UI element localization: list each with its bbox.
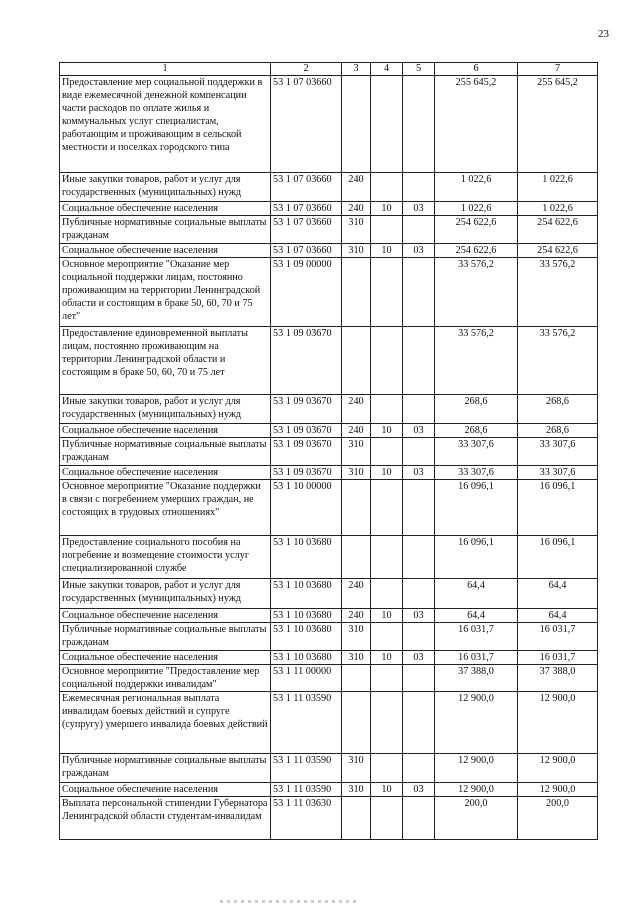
row-subsection-cell	[403, 536, 435, 579]
row-code-cell: 53 1 10 00000	[271, 480, 342, 536]
table-row	[60, 216, 598, 244]
row-section-cell	[371, 754, 403, 783]
row-name-cell: Ежемесячная региональная выплата инвалидам боевых действий и супруге (супругу) умершего инвалида боевых действий	[60, 692, 271, 754]
row-code-cell: 53 1 09 03670	[271, 327, 342, 395]
row-amount-cell: 64,4	[435, 609, 518, 623]
row-code-cell: 53 1 10 03680	[271, 609, 342, 623]
row-subsection-cell	[403, 480, 435, 536]
row-expense-type-cell: 240	[342, 395, 371, 424]
row-expense-type-cell: 240	[342, 424, 371, 438]
table-row	[60, 783, 598, 797]
table-row	[60, 327, 598, 395]
row-amount-cell: 33 576,2	[518, 258, 598, 327]
row-subsection-cell	[403, 665, 435, 692]
row-expense-type-cell	[342, 692, 371, 754]
table-row	[60, 692, 598, 754]
row-amount-cell: 1 022,6	[518, 202, 598, 216]
row-code-cell: 53 1 09 03670	[271, 438, 342, 466]
row-expense-type-cell: 310	[342, 466, 371, 480]
row-code-cell: 53 1 07 03660	[271, 202, 342, 216]
row-name-cell: Выплата персональной стипендии Губернатора Ленинградской области студентам-инвалидам	[60, 797, 271, 840]
row-subsection-cell: 03	[403, 424, 435, 438]
row-expense-type-cell: 240	[342, 173, 371, 202]
column-header: 5	[403, 63, 435, 76]
table-row	[60, 536, 598, 579]
row-subsection-cell	[403, 173, 435, 202]
row-expense-type-cell	[342, 480, 371, 536]
row-section-cell	[371, 623, 403, 651]
row-name-cell: Предоставление мер социальной поддержки в виде ежемесячной денежной компенсации части расходов по оплате жилья и коммунальных услуг специалистам, работающим и проживающим в сельской местности и поселках городского типа	[60, 76, 271, 173]
row-subsection-cell	[403, 327, 435, 395]
row-amount-cell: 37 388,0	[435, 665, 518, 692]
row-amount-cell: 16 096,1	[435, 480, 518, 536]
row-name-cell: Основное мероприятие "Предоставление мер социальной поддержки инвалидам"	[60, 665, 271, 692]
row-amount-cell: 37 388,0	[518, 665, 598, 692]
row-amount-cell: 16 031,7	[435, 623, 518, 651]
row-code-cell: 53 1 09 03670	[271, 466, 342, 480]
row-subsection-cell: 03	[403, 244, 435, 258]
table-row	[60, 623, 598, 651]
row-amount-cell: 1 022,6	[435, 202, 518, 216]
row-name-cell: Публичные нормативные социальные выплаты гражданам	[60, 216, 271, 244]
row-subsection-cell: 03	[403, 651, 435, 665]
row-name-cell: Публичные нормативные социальные выплаты гражданам	[60, 623, 271, 651]
row-amount-cell: 64,4	[435, 579, 518, 609]
row-amount-cell: 12 900,0	[518, 754, 598, 783]
row-section-cell	[371, 173, 403, 202]
table-row	[60, 173, 598, 202]
row-code-cell: 53 1 10 03680	[271, 651, 342, 665]
row-expense-type-cell: 310	[342, 244, 371, 258]
row-amount-cell: 33 307,6	[518, 466, 598, 480]
row-name-cell: Социальное обеспечение населения	[60, 244, 271, 258]
row-expense-type-cell: 240	[342, 579, 371, 609]
row-section-cell	[371, 258, 403, 327]
row-subsection-cell	[403, 623, 435, 651]
row-subsection-cell	[403, 216, 435, 244]
row-expense-type-cell: 310	[342, 754, 371, 783]
table-row	[60, 424, 598, 438]
row-section-cell: 10	[371, 202, 403, 216]
column-header: 7	[518, 63, 598, 76]
row-expense-type-cell: 310	[342, 623, 371, 651]
row-amount-cell: 16 031,7	[518, 651, 598, 665]
column-header: 6	[435, 63, 518, 76]
row-amount-cell: 255 645,2	[518, 76, 598, 173]
row-name-cell: Социальное обеспечение населения	[60, 424, 271, 438]
table-row	[60, 651, 598, 665]
row-amount-cell: 254 622,6	[435, 216, 518, 244]
row-name-cell: Социальное обеспечение населения	[60, 202, 271, 216]
row-expense-type-cell: 240	[342, 609, 371, 623]
row-code-cell: 53 1 07 03660	[271, 76, 342, 173]
row-section-cell: 10	[371, 651, 403, 665]
row-code-cell: 53 1 11 03630	[271, 797, 342, 840]
row-section-cell	[371, 797, 403, 840]
row-amount-cell: 12 900,0	[435, 783, 518, 797]
row-section-cell	[371, 216, 403, 244]
row-amount-cell: 268,6	[435, 424, 518, 438]
row-subsection-cell: 03	[403, 202, 435, 216]
row-name-cell: Основное мероприятие "Оказание поддержки в связи с погребением умерших граждан, не состоящих в трудовых отношениях"	[60, 480, 271, 536]
row-code-cell: 53 1 09 00000	[271, 258, 342, 327]
table-row	[60, 258, 598, 327]
row-amount-cell: 254 622,6	[518, 244, 598, 258]
row-expense-type-cell	[342, 665, 371, 692]
row-amount-cell: 1 022,6	[518, 173, 598, 202]
row-section-cell: 10	[371, 244, 403, 258]
row-expense-type-cell	[342, 327, 371, 395]
row-section-cell	[371, 536, 403, 579]
row-code-cell: 53 1 10 03680	[271, 536, 342, 579]
row-amount-cell: 16 096,1	[435, 536, 518, 579]
row-section-cell	[371, 76, 403, 173]
table-row	[60, 76, 598, 173]
table-row	[60, 609, 598, 623]
column-header: 1	[60, 63, 271, 76]
row-amount-cell: 33 576,2	[435, 258, 518, 327]
row-amount-cell: 254 622,6	[435, 244, 518, 258]
row-amount-cell: 254 622,6	[518, 216, 598, 244]
row-section-cell	[371, 327, 403, 395]
table-row	[60, 395, 598, 424]
row-expense-type-cell: 310	[342, 783, 371, 797]
row-section-cell: 10	[371, 609, 403, 623]
row-subsection-cell: 03	[403, 609, 435, 623]
column-header: 3	[342, 63, 371, 76]
row-amount-cell: 33 307,6	[435, 466, 518, 480]
row-section-cell	[371, 480, 403, 536]
row-section-cell: 10	[371, 424, 403, 438]
row-code-cell: 53 1 11 03590	[271, 754, 342, 783]
row-expense-type-cell: 240	[342, 202, 371, 216]
row-amount-cell: 12 900,0	[518, 692, 598, 754]
page-number: 23	[598, 28, 609, 40]
row-section-cell	[371, 665, 403, 692]
row-expense-type-cell: 310	[342, 651, 371, 665]
row-name-cell: Иные закупки товаров, работ и услуг для государственных (муниципальных) нужд	[60, 579, 271, 609]
row-name-cell: Социальное обеспечение населения	[60, 651, 271, 665]
row-name-cell: Публичные нормативные социальные выплаты гражданам	[60, 754, 271, 783]
table-row	[60, 438, 598, 466]
row-section-cell: 10	[371, 783, 403, 797]
row-amount-cell: 268,6	[518, 395, 598, 424]
column-header: 4	[371, 63, 403, 76]
row-section-cell	[371, 579, 403, 609]
table-row	[60, 797, 598, 840]
header-row	[60, 63, 598, 76]
row-code-cell: 53 1 07 03660	[271, 244, 342, 258]
row-amount-cell: 16 096,1	[518, 480, 598, 536]
table-row	[60, 202, 598, 216]
row-subsection-cell	[403, 754, 435, 783]
row-amount-cell: 33 576,2	[435, 327, 518, 395]
row-expense-type-cell: 310	[342, 216, 371, 244]
row-subsection-cell: 03	[403, 466, 435, 480]
row-code-cell: 53 1 07 03660	[271, 216, 342, 244]
row-amount-cell: 33 307,6	[518, 438, 598, 466]
table-row	[60, 244, 598, 258]
row-code-cell: 53 1 10 03680	[271, 579, 342, 609]
row-section-cell	[371, 438, 403, 466]
row-expense-type-cell	[342, 797, 371, 840]
row-expense-type-cell	[342, 76, 371, 173]
row-subsection-cell	[403, 438, 435, 466]
table-row	[60, 665, 598, 692]
row-amount-cell: 16 096,1	[518, 536, 598, 579]
table-row	[60, 579, 598, 609]
row-expense-type-cell: 310	[342, 438, 371, 466]
row-amount-cell: 64,4	[518, 609, 598, 623]
row-amount-cell: 268,6	[435, 395, 518, 424]
row-amount-cell: 12 900,0	[435, 754, 518, 783]
row-amount-cell: 268,6	[518, 424, 598, 438]
row-amount-cell: 1 022,6	[435, 173, 518, 202]
row-name-cell: Предоставление единовременной выплаты лицам, постоянно проживающим на территории Ленинградской области и состоящим в браке 50, 60, 70 и 75 лет	[60, 327, 271, 395]
row-subsection-cell	[403, 692, 435, 754]
row-amount-cell: 12 900,0	[435, 692, 518, 754]
row-amount-cell: 33 576,2	[518, 327, 598, 395]
row-amount-cell: 16 031,7	[518, 623, 598, 651]
row-subsection-cell: 03	[403, 783, 435, 797]
row-expense-type-cell	[342, 536, 371, 579]
column-header: 2	[271, 63, 342, 76]
row-subsection-cell	[403, 797, 435, 840]
row-name-cell: Основное мероприятие "Оказание мер социальной поддержки лицам, постоянно проживающим на территории Ленинградской области и состоящим в браке 50, 60, 70 и 75 лет"	[60, 258, 271, 327]
row-subsection-cell	[403, 395, 435, 424]
scan-artifact	[220, 900, 360, 903]
row-code-cell: 53 1 09 03670	[271, 424, 342, 438]
row-name-cell: Иные закупки товаров, работ и услуг для государственных (муниципальных) нужд	[60, 173, 271, 202]
row-name-cell: Публичные нормативные социальные выплаты гражданам	[60, 438, 271, 466]
budget-table	[59, 62, 598, 840]
row-name-cell: Социальное обеспечение населения	[60, 466, 271, 480]
row-code-cell: 53 1 11 03590	[271, 783, 342, 797]
row-amount-cell: 33 307,6	[435, 438, 518, 466]
row-amount-cell: 200,0	[435, 797, 518, 840]
row-subsection-cell	[403, 579, 435, 609]
row-code-cell: 53 1 11 03590	[271, 692, 342, 754]
row-code-cell: 53 1 10 03680	[271, 623, 342, 651]
row-section-cell	[371, 395, 403, 424]
row-subsection-cell	[403, 258, 435, 327]
row-code-cell: 53 1 09 03670	[271, 395, 342, 424]
row-name-cell: Социальное обеспечение населения	[60, 783, 271, 797]
table-row	[60, 754, 598, 783]
row-code-cell: 53 1 07 03660	[271, 173, 342, 202]
row-section-cell	[371, 692, 403, 754]
row-name-cell: Предоставление социального пособия на погребение и возмещение стоимости услуг специализированной службе	[60, 536, 271, 579]
row-amount-cell: 200,0	[518, 797, 598, 840]
row-expense-type-cell	[342, 258, 371, 327]
row-amount-cell: 12 900,0	[518, 783, 598, 797]
table-row	[60, 480, 598, 536]
row-amount-cell: 64,4	[518, 579, 598, 609]
row-code-cell: 53 1 11 00000	[271, 665, 342, 692]
table-row	[60, 466, 598, 480]
row-section-cell: 10	[371, 466, 403, 480]
row-amount-cell: 255 645,2	[435, 76, 518, 173]
row-amount-cell: 16 031,7	[435, 651, 518, 665]
row-name-cell: Социальное обеспечение населения	[60, 609, 271, 623]
row-name-cell: Иные закупки товаров, работ и услуг для государственных (муниципальных) нужд	[60, 395, 271, 424]
row-subsection-cell	[403, 76, 435, 173]
